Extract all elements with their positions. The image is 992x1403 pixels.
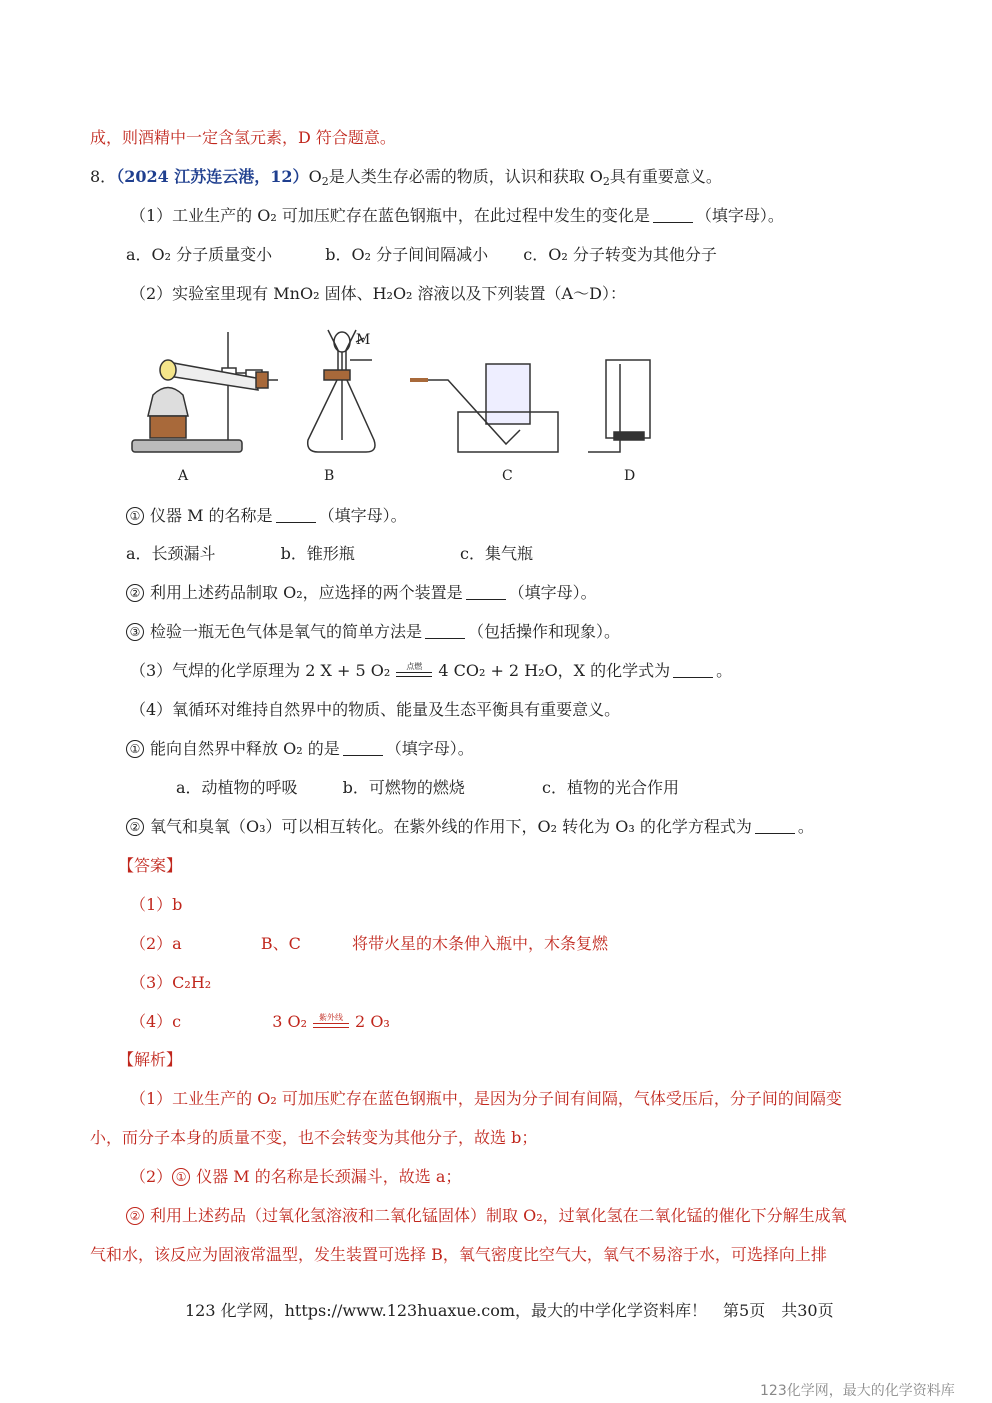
question-2-3: ③ 检验一瓶无色气体是氧气的简单方法是 （包括操作和现象）。 [126, 622, 620, 642]
answer-blank [425, 624, 465, 639]
apparatus-figure [128, 320, 668, 490]
apparatus-d [588, 360, 650, 452]
answer-2: （2）a B、C 将带火星的木条伸入瓶中，木条复燃 [130, 934, 608, 953]
reaction-condition: 紫外线 [313, 1014, 349, 1032]
answer-blank [343, 741, 383, 756]
option-c: c．集气瓶 [459, 544, 533, 563]
question-source: （2024 江苏连云港，12） [116, 167, 309, 186]
analysis-p1-line2: 小，而分子本身的质量不变，也不会转变为其他分子，故选 b； [90, 1128, 538, 1147]
option-c: c．植物的光合作用 [541, 778, 679, 797]
question-number: 8． [90, 167, 117, 186]
answer-heading: 【答案】 [118, 856, 183, 875]
analysis-p1-line1: （1）工业生产的 O₂ 可加压贮存在蓝色钢瓶中，是因为分子间有间隔，气体受压后，分子间的间隔变 [130, 1089, 842, 1108]
previous-answer-end: 成，则酒精中一定含氢元素，D 符合题意。 [90, 128, 396, 147]
answer-1: （1）b [130, 895, 183, 914]
analysis-p3-line2: 气和水，该反应为固液常温型，发生装置可选择 B，氧气密度比空气大，氧气不易溶于水，可选择向上排 [90, 1245, 827, 1264]
option-a: a．动植物的呼吸 [176, 778, 298, 797]
label-b: B [324, 468, 335, 484]
option-c: c．O₂ 分子转变为其他分子 [523, 245, 717, 264]
circled-2: ② [126, 1207, 144, 1225]
option-a: a．长颈漏斗 [126, 544, 216, 563]
option-b: b．O₂ 分子间间隔减小 [325, 245, 489, 264]
question-4: （4）氧循环对维持自然界中的物质、能量及生态平衡具有重要意义。 [130, 700, 621, 719]
question-3: （3）气焊的化学原理为 2 X + 5 O₂ 点燃 4 CO₂ + 2 H₂O，X 的化学式为 。 [130, 661, 733, 680]
page-footer: 123 化学网，https://www.123huaxue.com，最大的中学化学资料库！ 第5页 共30页 [185, 1301, 834, 1320]
question-4-1: ① 能向自然界中释放 O₂ 的是 （填字母）。 [126, 739, 474, 759]
label-a: A [178, 468, 189, 484]
apparatus-b [308, 330, 375, 452]
circled-2: ② [126, 818, 144, 836]
apparatus-c [410, 364, 558, 452]
question-4-2: ② 氧气和臭氧（O₃）可以相互转化。在紫外线的作用下，O₂ 转化为 O₃ 的化学方程式为 。 [126, 817, 814, 837]
question-2: （2）实验室里现有 MnO₂ 固体、H₂O₂ 溶液以及下列装置（A～D）： [130, 284, 626, 303]
analysis-p3-line1: ② 利用上述药品（过氧化氢溶液和二氧化锰固体）制取 O₂，过氧化氢在二氧化锰的催化下分解生成氧 [126, 1206, 847, 1226]
answer-blank [466, 585, 506, 600]
option-b: b．可燃物的燃烧 [342, 778, 465, 797]
circled-1: ① [126, 740, 144, 758]
answer-4: （4）c 3 O₂ 紫外线 2 O₃ [130, 1012, 390, 1031]
question-stem: 8．（2024 江苏连云港，$12)O_2$是人类生存必需的物质，认识和获取 $O_2$具有重要意义。 [90, 167, 722, 188]
question-1: （1）工业生产的 O₂ 可加压贮存在蓝色钢瓶中，在此过程中发生的变化是 （填字母）。 [130, 206, 784, 225]
analysis-heading: 【解析】 [118, 1050, 183, 1069]
circled-1: ① [126, 507, 144, 525]
question-2-1-options [126, 544, 533, 564]
answer-blank [755, 819, 795, 834]
answer-blank [673, 663, 713, 678]
watermark: 123化学网，最大的化学资料库 [760, 1383, 955, 1399]
question-4-1-options [176, 778, 679, 798]
analysis-p2: （2） ① 仪器 M 的名称是长颈漏斗，故选 a； [130, 1167, 462, 1186]
apparatus-a [132, 332, 278, 452]
label-c: C [502, 468, 513, 484]
label-m: M [356, 332, 371, 348]
circled-2: ② [126, 584, 144, 602]
question-2-2: ② 利用上述药品制取 O₂，应选择的两个装置是 （填字母）。 [126, 583, 597, 603]
option-a: a．O₂ 分子质量变小 [126, 245, 273, 264]
answer-blank [276, 508, 316, 523]
option-b: b．锥形瓶 [280, 544, 355, 563]
question-1-options [126, 245, 717, 265]
question-2-1: ① 仪器 M 的名称是 （填字母）。 [126, 506, 407, 526]
label-d: D [624, 468, 636, 484]
reaction-condition: 点燃 [396, 663, 432, 681]
answer-3: （3）C₂H₂ [130, 973, 212, 992]
circled-1: ① [172, 1168, 190, 1186]
circled-3: ③ [126, 623, 144, 641]
answer-blank [653, 208, 693, 223]
